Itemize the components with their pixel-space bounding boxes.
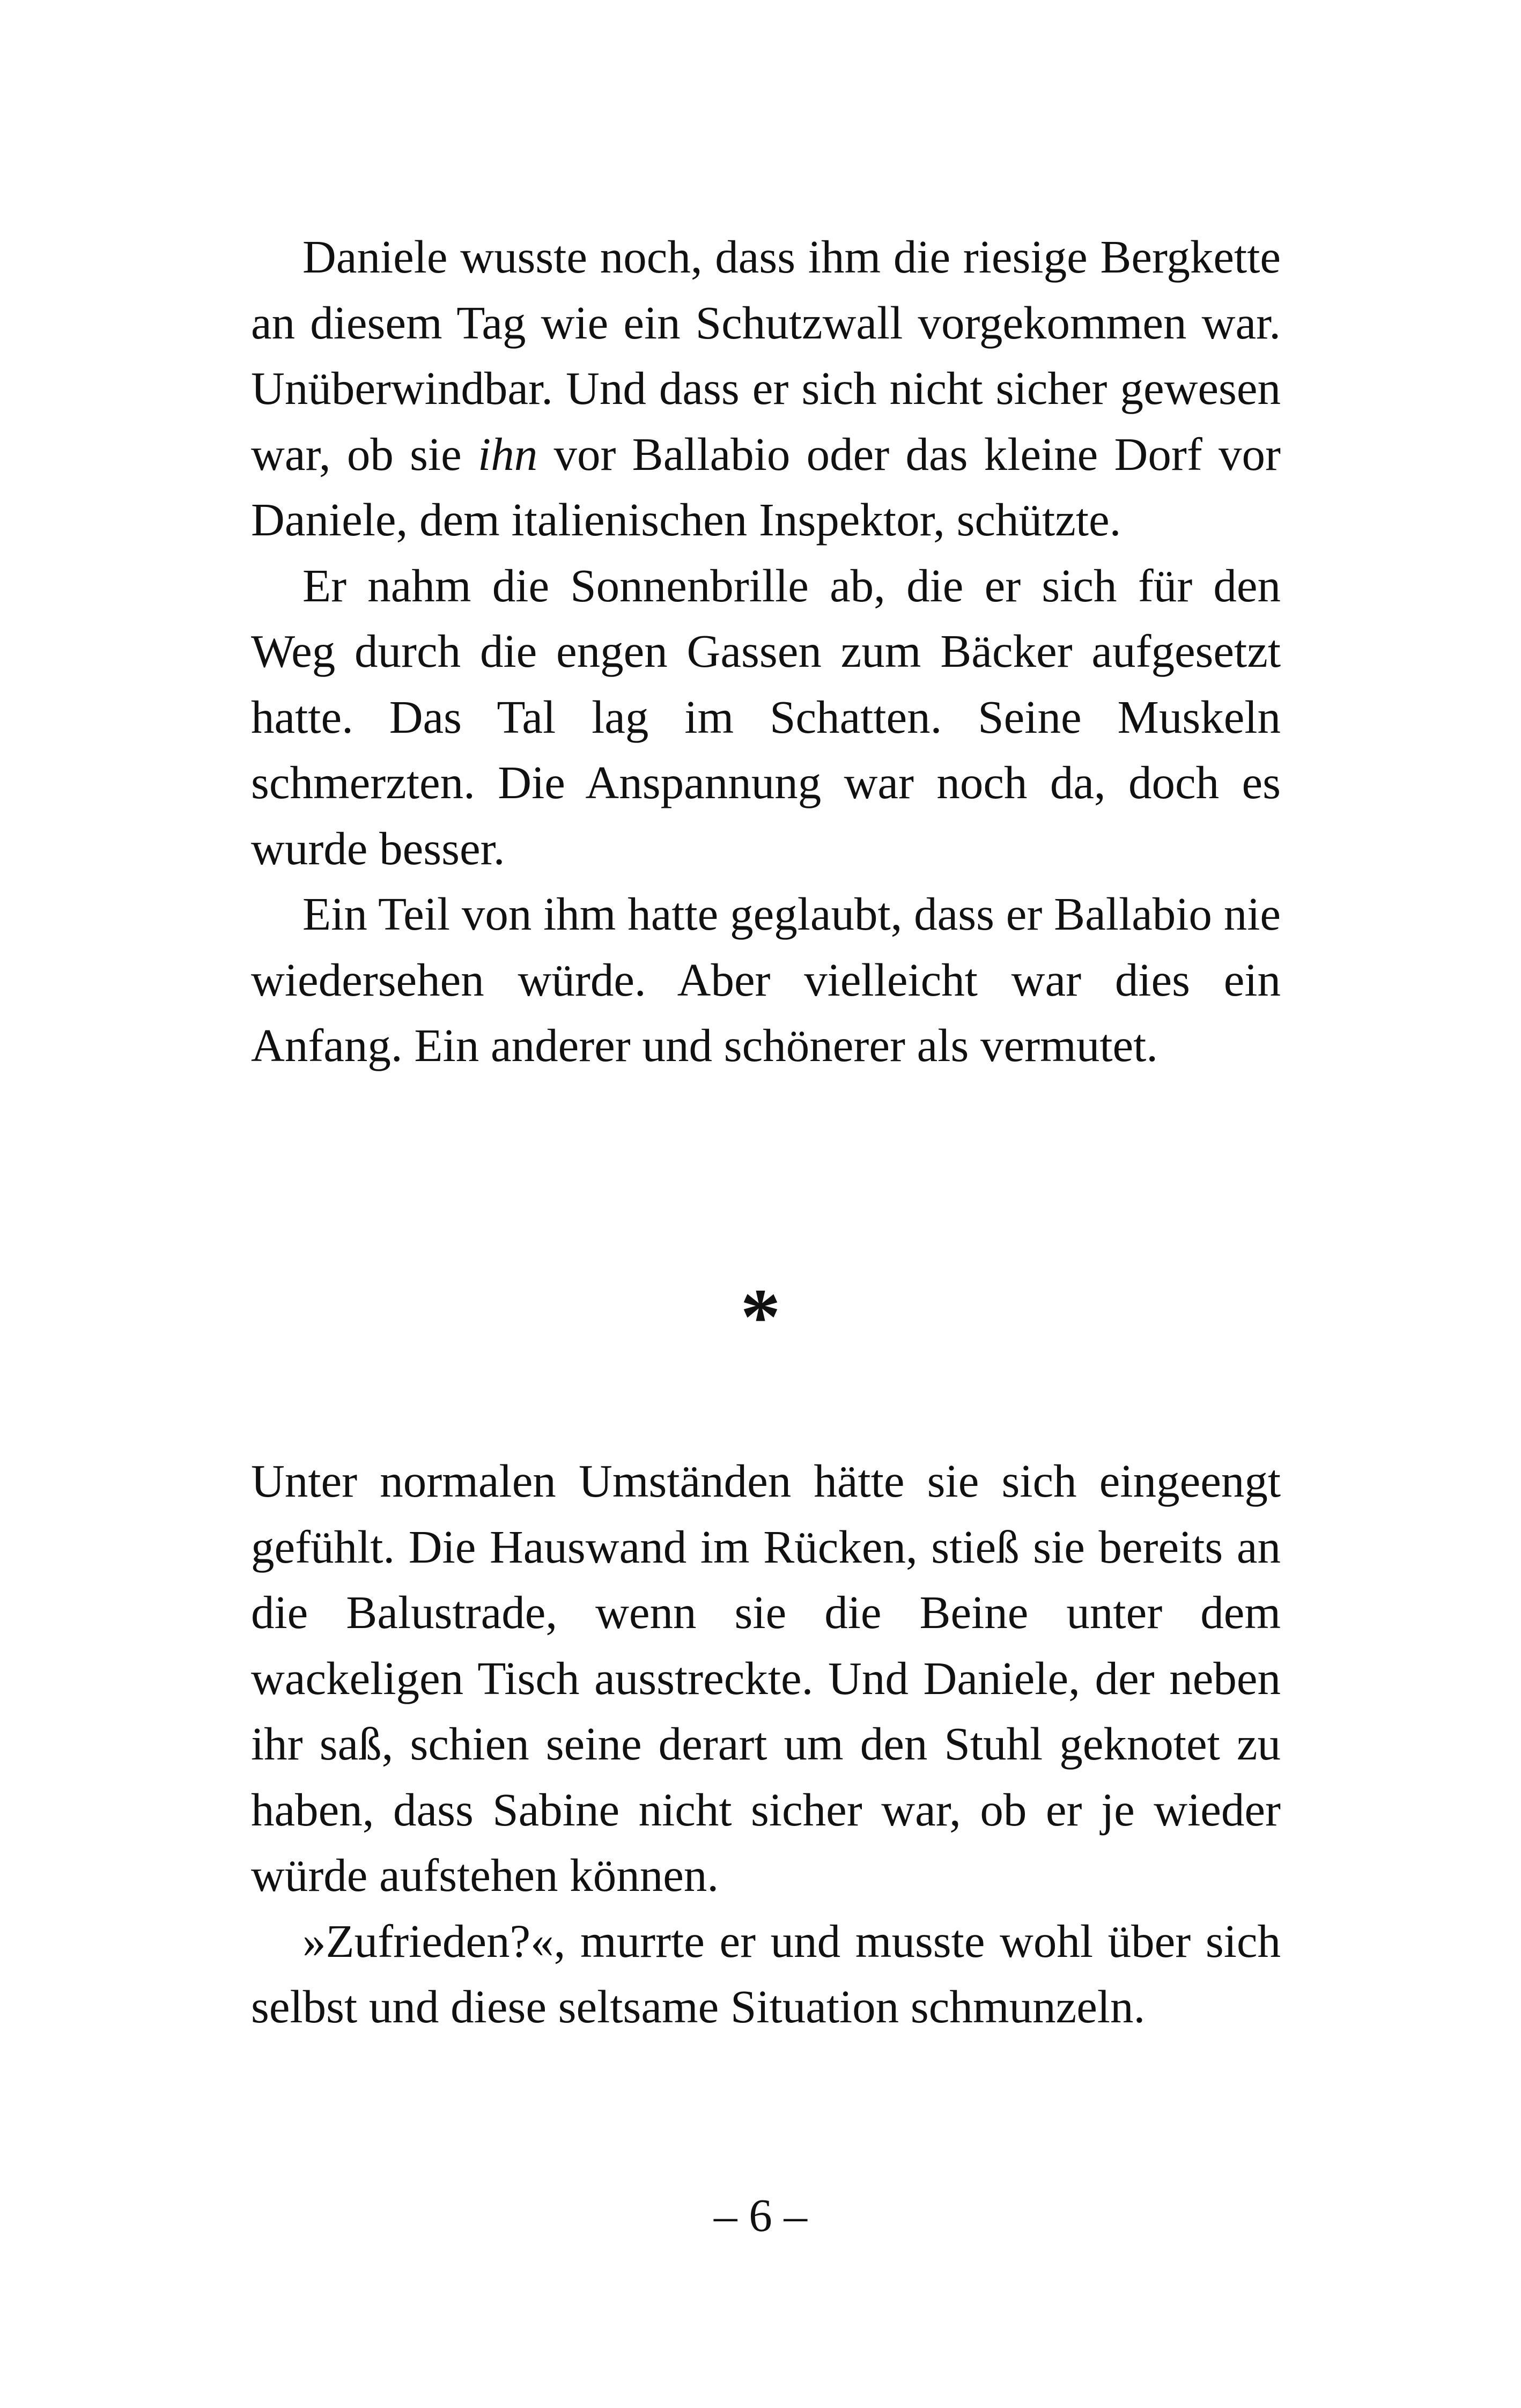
paragraph-text: Daniele wusste noch, dass ihm die riesige Bergkette an diesem Tag wie ein Schutzwall vorgekommen war. Unüberwindbar. Und dass er sich nicht sicher gewesen war, ob sie — [251, 231, 1281, 480]
paragraph: Er nahm die Sonnenbrille ab, die er sich für den Weg durch die engen Gassen zum Bäcker aufgesetzt hatte. Das Tal lag im Schatten. Seine Muskeln schmerzten. Die Anspannung war noch da, doch es wurde besser. — [251, 559, 1281, 874]
paragraph: »Zufrieden?«, murrte er und musste wohl über sich selbst und diese seltsame Situation schmunzeln. — [251, 1914, 1281, 2033]
page-number: – 6 – — [714, 2189, 807, 2241]
section-one — [251, 224, 1281, 1079]
section-separator: * — [740, 1272, 781, 1361]
paragraph-text: vor Ballabio oder das kleine Dorf vor Daniele, dem italienischen Inspektor, schützte. — [251, 428, 1281, 546]
paragraph: Ein Teil von ihm hatte geglaubt, dass er Ballabio nie wiedersehen würde. Aber vielleicht war dies ein Anfang. Ein anderer und schönerer als vermutet. — [251, 888, 1281, 1071]
paragraph — [251, 224, 1281, 553]
section-two — [251, 1448, 1281, 2040]
paragraph: Unter normalen Umständen hätte sie sich eingeengt gefühlt. Die Hauswand im Rücken, stieß sie bereits an die Balustrade, wenn sie die Beine unter dem wackeligen Tisch ausstreckte. Und Daniele, der neben ihr saß, schien seine derart um den Stuhl geknotet zu haben, dass Sabine nicht sicher war, ob er je wieder würde aufstehen können. — [251, 1455, 1281, 1901]
emphasized-word: ihn — [478, 428, 538, 480]
